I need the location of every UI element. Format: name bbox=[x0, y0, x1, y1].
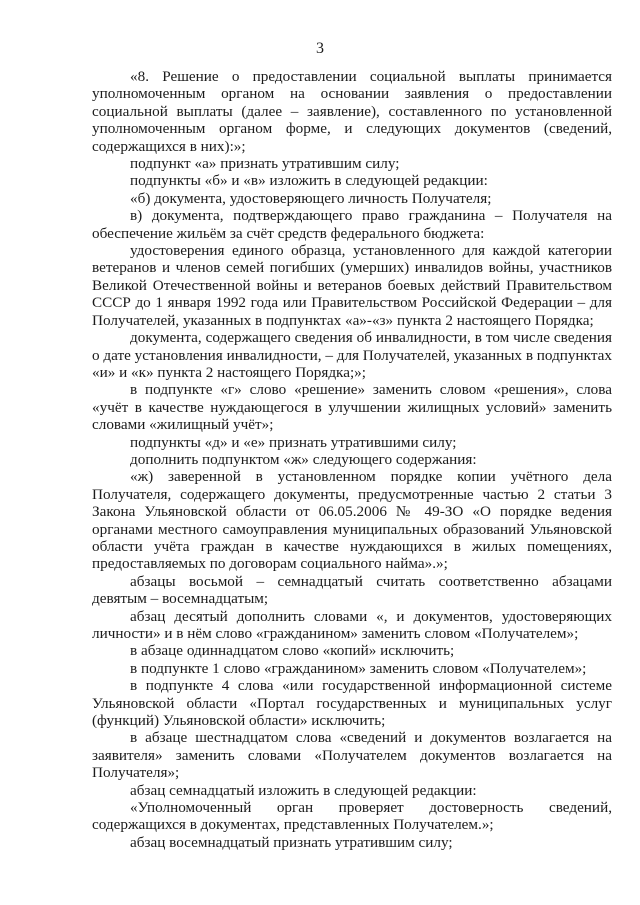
page-number: 3 bbox=[316, 40, 324, 57]
paragraph: в подпункте 4 слова «или государственной информационной системе Ульяновской области «Портал государственных и муниципальных услуг (функций) Ульяновской области» исключить; bbox=[92, 677, 612, 730]
paragraph: в) документа, подтверждающего право гражданина – Получателя на обеспечение жильём за счёт средств федерального бюджета: bbox=[92, 207, 612, 242]
paragraph: абзац десятый дополнить словами «, и документов, удостоверяющих личности» и в нём слово «гражданином» заменить словом «Получателем»; bbox=[92, 607, 612, 642]
paragraph: удостоверения единого образца, установленного для каждой категории ветеранов и членов семей погибших (умерших) инвалидов войны, участников Великой Отечественной войны и ветеранов боевых действий Правительством СССР до 1 января 1992 года или Правительством Российской Федерации – для Получателей, указанных в подпунктах «а»-«з» пункта 2 настоящего Порядка; bbox=[92, 242, 612, 329]
paragraph: дополнить подпунктом «ж» следующего содержания: bbox=[130, 450, 477, 468]
paragraph: подпункт «а» признать утратившим силу; bbox=[130, 155, 400, 173]
paragraph: абзац семнадцатый изложить в следующей редакции: bbox=[130, 781, 477, 799]
paragraph: «8. Решение о предоставлении социальной выплаты принимается уполномоченным органом на основании заявления о предоставлении социальной выплаты (далее – заявление), составленного по установленной уполномоченным органом форме, и следующих документов (сведений, содержащихся в них):»; bbox=[92, 68, 612, 155]
paragraph: «б) документа, удостоверяющего личность Получателя; bbox=[130, 189, 492, 207]
paragraph: «ж) заверенной в установленном порядке копии учётного дела Получателя, содержащего документы, предусмотренные частью 2 статьи 3 Закона Ульяновской области от 06.05.2006 № 49-ЗО «О порядке ведения органами местного самоуправления муниципальных образований Ульяновской области учёта граждан в качестве нуждающихся в жилых помещениях, предоставляемых по договорам социального найма».»; bbox=[92, 468, 612, 573]
paragraph: подпункты «д» и «е» признать утратившими силу; bbox=[130, 433, 457, 451]
paragraph: в абзаце шестнадцатом слова «сведений и документов возлагается на заявителя» заменить словами «Получателем документов возлагается на Получателя»; bbox=[92, 729, 612, 782]
paragraph: абзацы восьмой – семнадцатый считать соответственно абзацами девятым – восемнадцатым; bbox=[92, 572, 612, 608]
paragraph: «Уполномоченный орган проверяет достоверность сведений, содержащихся в документах, представленных Получателем.»; bbox=[92, 799, 612, 834]
document-body bbox=[92, 68, 612, 851]
paragraph: в подпункте «г» слово «решение» заменить словом «решения», слова «учёт в качестве нуждающегося в улучшении жилищных условий» заменить словами «жилищный учёт»; bbox=[92, 381, 612, 434]
paragraph: в подпункте 1 слово «гражданином» заменить словом «Получателем»; bbox=[130, 659, 587, 677]
paragraph: документа, содержащего сведения об инвалидности, в том числе сведения о дате установления инвалидности, – для Получателей, указанных в подпунктах «и» и «к» пункта 2 настоящего Порядка;»; bbox=[92, 329, 612, 381]
paragraph: подпункты «б» и «в» изложить в следующей редакции: bbox=[130, 172, 488, 190]
paragraph: в абзаце одиннадцатом слово «копий» исключить; bbox=[130, 642, 455, 660]
paragraph: абзац восемнадцатый признать утратившим силу; bbox=[130, 833, 453, 851]
